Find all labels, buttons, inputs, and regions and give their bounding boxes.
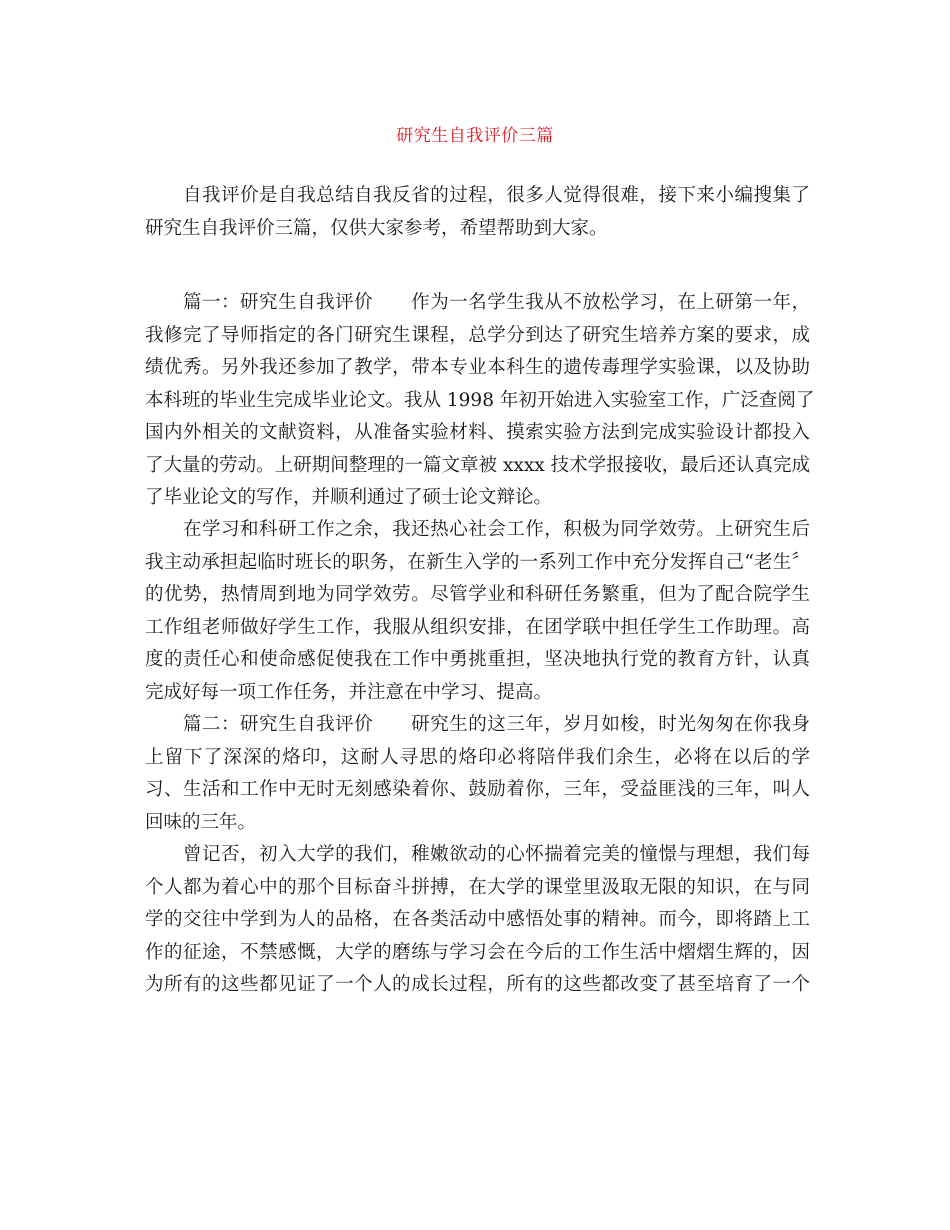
text-line: 了大量的劳动。上研期间整理的一篇文章被 xxxx 技术学报接收，最后还认真完成 (145, 454, 810, 476)
text-line: 为所有的这些都见证了一个人的成长过程，所有的这些都改变了甚至培育了一个 (145, 974, 810, 995)
page-title: 研究生自我评价三篇 (396, 126, 554, 146)
text-line: 习、生活和工作中无时无刻感染着你、鼓励着你，三年，受益匪浅的三年，叫人 (145, 779, 810, 800)
section-one-paragraph-2 (145, 514, 810, 709)
section-two-paragraph-2 (145, 839, 810, 1002)
text-line: 个人都为着心中的那个目标奋斗拼搏，在大学的课堂里汲取无限的知识，在与同 (145, 876, 810, 898)
text-line: 在学习和科研工作之余，我还热心社会工作，积极为同学效劳。上研究生后 (183, 519, 810, 540)
text-line: 绩优秀。另外我还参加了教学，带本专业本科生的遗传毒理学实验课，以及协助 (145, 357, 810, 378)
text-line: 研究生自我评价三篇，仅供大家参考，希望帮助到大家。 (145, 217, 608, 239)
section-one-paragraph (145, 287, 815, 515)
text-line: 的优势，热情周到地为同学效劳。尽管学业和科研任务繁重，但为了配合院学生 (145, 584, 810, 605)
section-two-paragraph (145, 709, 810, 839)
text-line: 学的交往中学到为人的品格，在各类活动中感悟处事的精神。而今，即将踏上工 (145, 909, 810, 930)
text-line: 上留下了深深的烙印，这耐人寻思的烙印必将陪伴我们余生，必将在以后的学 (145, 746, 810, 768)
text-line: 本科班的毕业生完成毕业论文。我从 1998 年初开始进入实验室工作，广泛查阅了 (145, 389, 815, 411)
text-line: 我主动承担起临时班长的职务，在新生入学的一系列工作中充分发挥自己“老生〞 (145, 551, 810, 573)
text-line: 工作组老师做好学生工作，我服从组织安排，在团学联中担任学生工作助理。高 (145, 616, 810, 638)
text-line: 度的责任心和使命感促使我在工作中勇挑重担，坚决地执行党的教育方针，认真 (145, 649, 810, 670)
text-line: 国内外相关的文献资料，从准备实验材料、摸索实验方法到完成实验设计都投入 (145, 422, 810, 443)
text-line: 篇一：研究生自我评价 作为一名学生我从不放松学习，在上研第一年， (183, 292, 810, 313)
text-line: 自我评价是自我总结自我反省的过程，很多人觉得很难，接下来小编搜集了 (183, 185, 810, 206)
text-line: 回味的三年。 (145, 811, 257, 833)
text-line: 作的征途，不禁感慨，大学的磨练与学习会在今后的工作生活中熠熠生辉的，因 (145, 941, 810, 963)
text-line: 了毕业论文的写作，并顺利通过了硕士论文辩论。 (145, 487, 553, 508)
text-line: 曾记否，初入大学的我们，稚嫩欲动的心怀揣着完美的憧憬与理想，我们每 (183, 844, 810, 865)
text-line: 我修完了导师指定的各门研究生课程，总学分到达了研究生培养方案的要求，成 (145, 324, 810, 346)
intro-paragraph (145, 180, 810, 245)
text-line: 篇二：研究生自我评价 研究生的这三年，岁月如梭，时光匆匆在你我身 (183, 714, 810, 735)
text-line: 完成好每一项工作任务，并注意在中学习、提高。 (145, 681, 553, 703)
